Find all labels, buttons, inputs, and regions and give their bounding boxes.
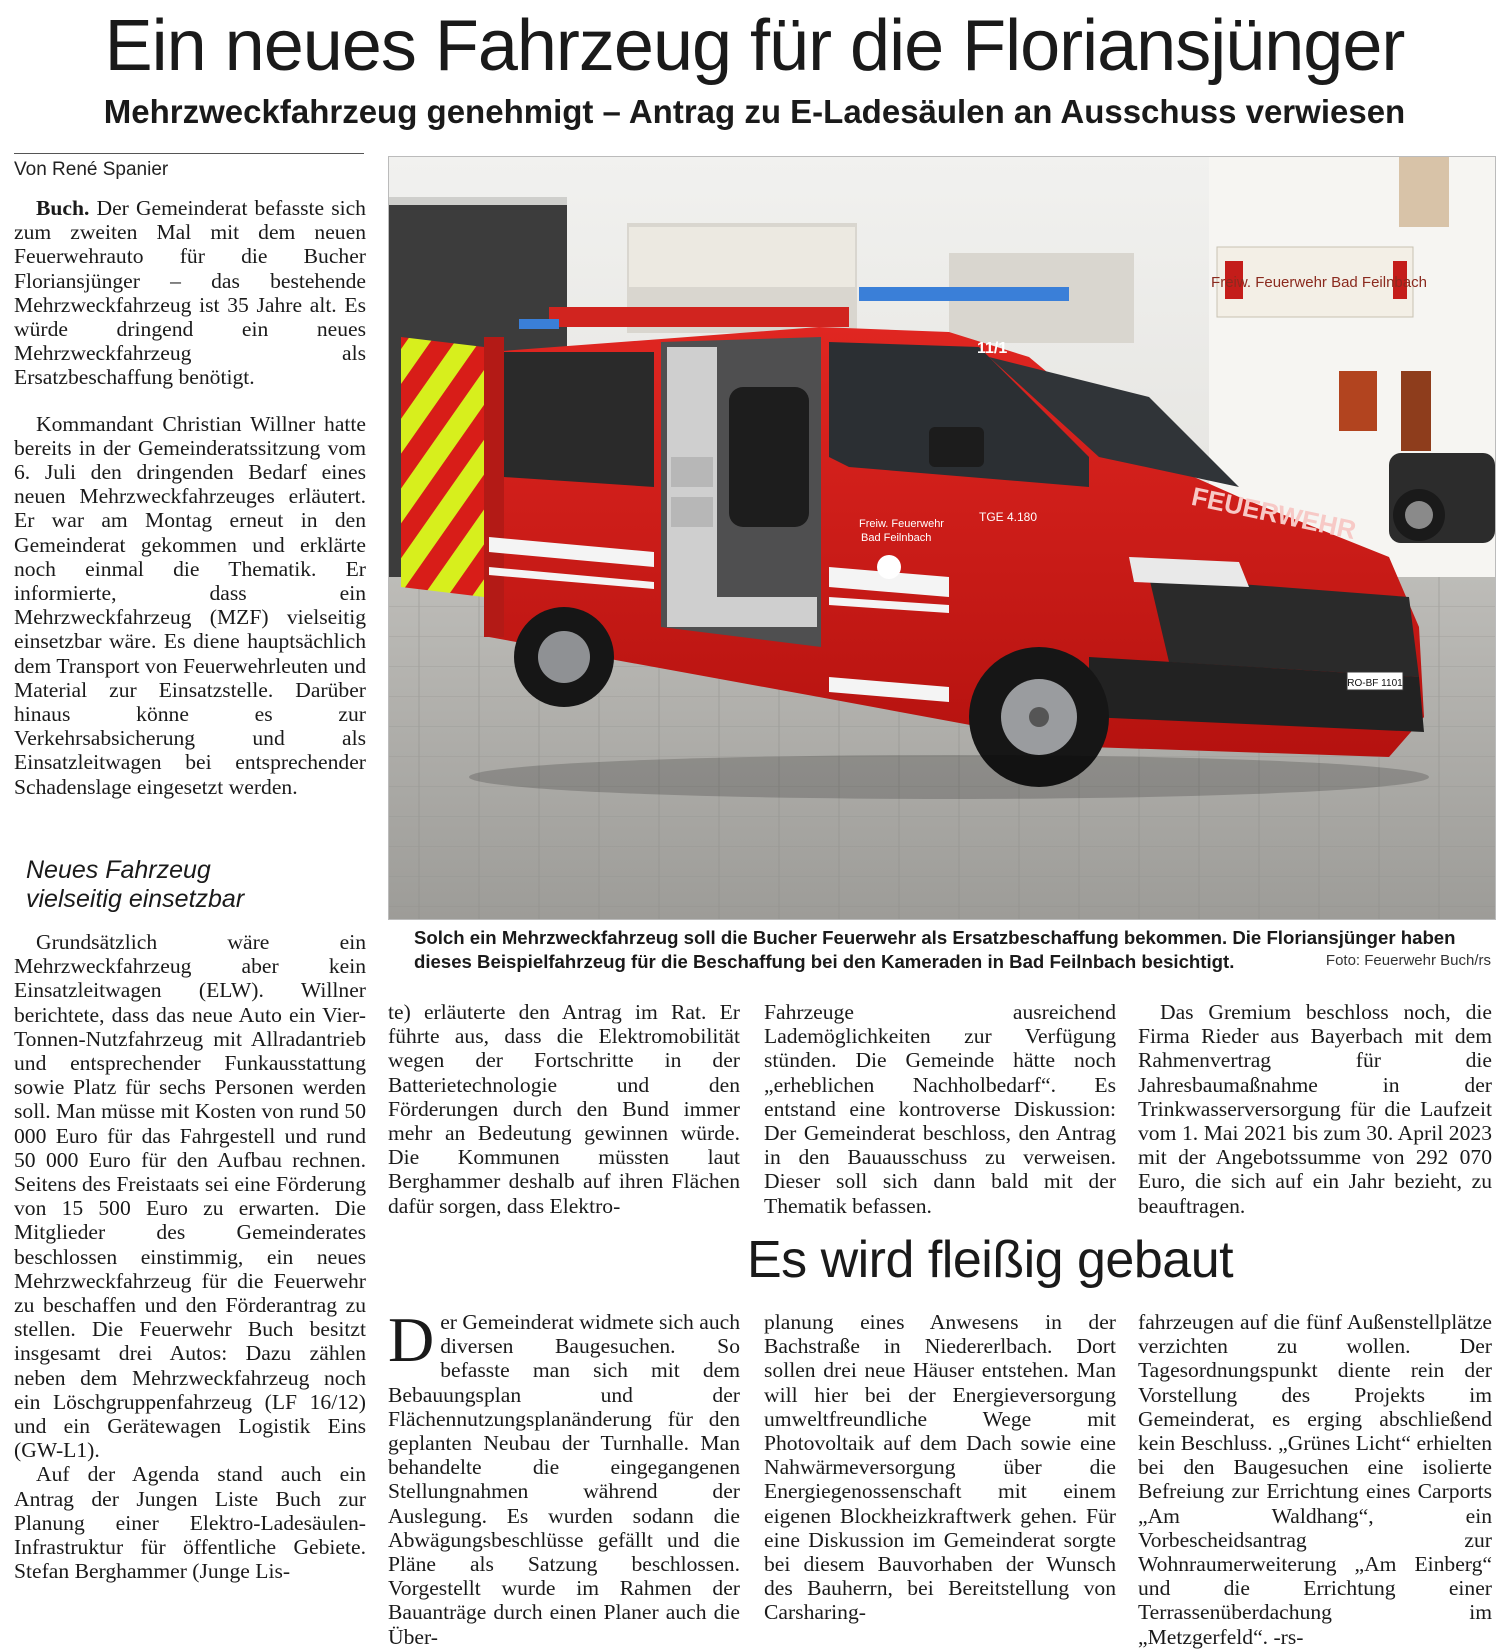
subhead-line: Neues Fahrzeug <box>26 856 211 884</box>
column-3-upper <box>764 1000 1116 1218</box>
column-1-lower <box>14 930 366 1583</box>
paragraph-text: er Gemeinderat widmete sich auch diversen Baugesuchen. So befasste man sich mit dem Bebauungsplan und der Flächennutzungsplanänderung für den geplanten Neubau der Turnhalle. Man behandelte die eingegangenen Stellungnahmen während der Auslegung. Es wurden sodann die Abwägungsbeschlüsse gefällt und die Pläne als Satzung beschlossen. Vorgestellt wurde im Rahmen der Bauanträge durch einen Planer auch die Über- <box>388 1310 741 1649</box>
section-subhead <box>26 856 356 914</box>
paragraph: planung eines Anwesens in der Bachstraße in Niedererlbach. Dort sollen drei neue Häuser entstehen. Man will hier bei der Energieversorgung umweltfreundliche Wege mit Photovoltaik auf dem Dach sowie eine Nahwärmeversorgung über die Energiegenossenschaft mit einem eigenen Blockheizkraftwerk gehen. Für eine Diskussion im Gemeinderat sorgte bei diesem Bauvorhaben der Wunsch des Bauherrn, bei Bereitstellung von Carsharing- <box>764 1310 1116 1625</box>
photo-credit: Foto: Feuerwehr Buch/rs <box>1325 952 1491 969</box>
roof-number: 11/1 <box>977 340 1008 357</box>
paragraph: Grundsätzlich wäre ein Mehrzweckfahrzeug aber kein Einsatzleitwagen (ELW). Willner berichtete, dass das neue Auto ein Vier-Tonnen-Nutzfahrzeug mit Allradantrieb und entsprechender Funkausstattung sowie Platz für sechs Personen werden soll. Man müsse mit Kosten von rund 50 000 Euro für das Fahrgestell und rund 50 000 Euro für den Aufbau rechnen. Seitens des Freistaats sei eine Förderung von 15 500 Euro zu erwarten. Die Mitglieder des Gemeinderates beschlossen einstimmig, ein neues Mehrzweckfahrzeug für die Feuerwehr zu beschaffen und den Förderantrag zu stellen. Die Feuerwehr Buch besitzt insgesamt drei Autos: Dazu zählen neben dem Mehrzweckfahrzeug noch ein Löschgruppenfahrzeug (LF 16/12) und ein Gerätewagen Logistik Eins (GW-L1). <box>14 930 366 1463</box>
paragraph: Kommandant Christian Willner hatte bereits in der Gemeinderatssitzung vom 6. Juli den dringenden Bedarf eines neuen Mehrzweckfahrzeuges erläutert. Er war am Montag erneut in den Gemeinderat gekommen und erklärte noch einmal die Thematik. Er informierte, dass ein Mehrzweckfahrzeug (MZF) vielseitig einsetzbar wäre. Es diene hauptsächlich dem Transport von Feuerwehrleuten und Material zur Einsatzstelle. Darüber hinaus könne es zur Verkehrsabsicherung und als Einsatzleitwagen bei entsprechender Schadenslage eingesetzt werden. <box>14 411 366 799</box>
photo-fire-vehicle <box>388 156 1496 920</box>
paragraph <box>14 196 366 390</box>
column-2-lower <box>388 1304 741 1649</box>
dateline: Buch. <box>36 196 90 220</box>
subhead-line: vielseitig einsetzbar <box>26 885 245 913</box>
door-text-line1: Freiw. Feuerwehr <box>859 518 944 530</box>
model-badge: TGE 4.180 <box>979 510 1038 524</box>
door-text-line2: Bad Feilnbach <box>861 532 932 544</box>
second-headline: Es wird fleißig gebaut <box>746 1231 1234 1289</box>
hood-text: FEUERWEHR <box>1189 481 1359 546</box>
paragraph: Das Gremium beschloss noch, die Firma Rieder aus Bayerbach mit dem Rahmenvertrag für die Jahresbaumaßnahme in der Trinkwasserversorgung für die Laufzeit vom 1. Mai 2021 bis zum 30. April 2023 mit der Angebotssumme von 292 070 Euro, die sich auf ein Jahr bezieht, zu beauftragen. <box>1138 1000 1492 1218</box>
column-3-lower <box>764 1310 1116 1625</box>
byline-rule <box>14 153 364 154</box>
subheadline: Mehrzweckfahrzeug genehmigt – Antrag zu E-Ladesäulen an Ausschuss verwiesen <box>103 93 1406 130</box>
paragraph <box>388 1304 741 1649</box>
column-4-upper <box>1138 1000 1492 1218</box>
column-4-lower <box>1138 1310 1492 1649</box>
byline: Von René Spanier <box>14 159 169 180</box>
drop-cap: D <box>388 1304 435 1375</box>
photo-caption: Solch ein Mehrzweckfahrzeug soll die Bucher Feuerwehr als Ersatzbeschaffung bekommen. Die Floriansjünger haben dieses Beispielfahrzeug für die Beschaffung bei den Kameraden in Bad Feilnbach besichtigt. <box>414 927 1456 972</box>
paragraph: Auf der Agenda stand auch ein Antrag der Jungen Liste Buch zur Planung einer Elektro-Ladesäulen-Infrastruktur für öffentliche Gebiete. Stefan Berghammer (Junge Lis- <box>14 1462 366 1584</box>
paragraph: fahrzeugen auf die fünf Außenstellplätze verzichten zu wollen. Der Tagesordnungspunkt diente rein der Vorstellung des Projekts im Gemeinderat, es erging abschließend kein Beschluss. „Grünes Licht“ erhielten bei den Baugesuchen eine isolierte Befreiung zur Errichtung eines Carports „Am Waldhang“, ein Vorbescheidsantrag zur Wohnraumerweiterung „Am Einberg“ und die Errichtung einer Terrassenüberdachung im „Metzgerfeld“. -rs- <box>1138 1310 1492 1649</box>
paragraph: te) erläuterte den Antrag im Rat. Er führte aus, dass die Elektromobilität wegen der Fortschritte in der Batterietechnologie und den Förderungen durch den Bund immer mehr an Bedeutung gewinnen würde. Die Kommunen müssten laut Berghammer deshalb auf ihren Flächen dafür sorgen, dass Elektro- <box>388 1000 740 1218</box>
column-2-upper <box>388 1000 740 1218</box>
building-sign-text: Freiw. Feuerwehr Bad Feilnbach <box>1211 274 1427 291</box>
column-1-upper <box>14 196 366 799</box>
paragraph: Fahrzeuge ausreichend Lademöglichkeiten zur Verfügung stünden. Die Gemeinde hätte noch „erheblichen Nachholbedarf“. Es entstand eine kontroverse Diskussion: Der Gemeinderat beschloss, den Antrag in den Bauausschuss zu verweisen. Dieser soll sich dann bald mit der Thematik befassen. <box>764 1000 1116 1218</box>
license-plate: RO-BF 1101 <box>1347 678 1403 689</box>
headline: Ein neues Fahrzeug für die Floriansjünger <box>104 6 1405 86</box>
paragraph-text: Der Gemeinderat befasste sich zum zweiten Mal mit dem neuen Feuerwehrauto für die Bucher Floriansjünger – das bestehende Mehrzweckfahrzeug ist 35 Jahre alt. Es würde dringend ein neues Mehrzweckfahrzeug als Ersatzbeschaffung benötigt. <box>14 196 366 390</box>
